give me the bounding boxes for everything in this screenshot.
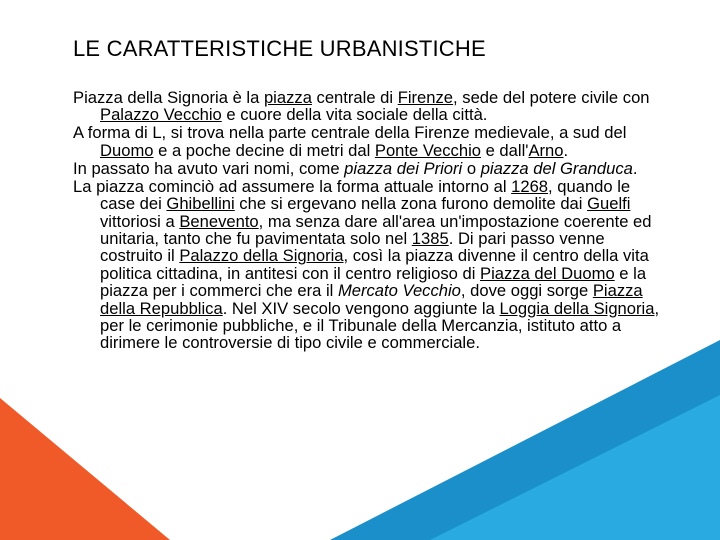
paragraph-intro <box>73 89 663 124</box>
text-run: , dove oggi sorge <box>460 281 593 301</box>
inline-link[interactable]: Palazzo Vecchio <box>100 105 222 125</box>
text-run: . <box>632 158 638 178</box>
text-run: e dall' <box>480 140 529 160</box>
inline-link[interactable]: Benevento <box>179 211 259 231</box>
text-run: e cuore della vita sociale della città. <box>221 105 488 125</box>
text-run: , per le cerimonie pubbliche, e il Tribunale della Mercanzia, istituto atto a dirimere le controversie di tipo civile e commerciale. <box>100 298 660 353</box>
text-run: e la piazza per i commerci che era il <box>100 263 647 301</box>
inline-link[interactable]: Loggia della Signoria <box>499 298 655 318</box>
red-corner-shape <box>0 398 170 540</box>
italic-text: Mercato Vecchio <box>337 281 461 301</box>
italic-text: piazza del Granduca <box>480 158 633 178</box>
inline-link[interactable]: Ponte Vecchio <box>374 140 481 160</box>
inline-link[interactable]: Guelfi <box>587 194 631 214</box>
inline-link[interactable]: Piazza del Duomo <box>480 263 615 283</box>
inline-link[interactable]: Firenze <box>397 88 454 107</box>
text-run: A forma di L, si trova nella parte centrale della Firenze medievale, a sud del <box>73 123 627 143</box>
inline-link[interactable]: 1385 <box>411 229 449 249</box>
text-run: Piazza della Signoria è la <box>73 88 264 107</box>
paragraph-names <box>73 160 663 177</box>
text-run: . Nel XIV secolo vengono aggiunte la <box>222 298 500 318</box>
text-run: , così la piazza divenne il centro della vita politica cittadina, in antitesi con il centro religioso di <box>100 246 649 283</box>
inline-link[interactable]: Palazzo della Signoria <box>179 246 344 266</box>
inline-link[interactable]: Arno <box>528 140 564 160</box>
text-run: , sede del potere civile con <box>453 88 650 107</box>
inline-link[interactable]: Ghibellini <box>166 194 235 214</box>
inline-link[interactable]: Piazza della Repubblica <box>100 281 643 318</box>
slide-title: LE CARATTERISTICHE URBANISTICHE <box>73 36 486 61</box>
text-run: che si ergevano nella zona furono demolite dai <box>234 194 588 214</box>
italic-text: piazza dei Priori <box>344 158 463 178</box>
body-text <box>73 89 663 352</box>
text-run: . Di pari passo venne costruito il <box>100 229 605 266</box>
text-run: centrale di <box>311 88 398 107</box>
paragraph-location <box>73 124 663 159</box>
text-run: In passato ha avuto vari nomi, come <box>73 158 345 178</box>
inline-link[interactable]: Duomo <box>100 140 154 160</box>
inline-link[interactable]: 1268 <box>511 176 549 196</box>
text-run: , quando le case dei <box>100 176 631 214</box>
paragraph-history <box>73 178 663 352</box>
text-run: . <box>563 140 569 160</box>
text-run: , ma senza dare all'area un'impostazione coerente ed unitaria, tanto che fu pavimentata solo nel <box>100 211 652 249</box>
inline-link[interactable]: piazza <box>263 88 312 107</box>
text-run: e a poche decine di metri dal <box>153 140 375 160</box>
text-run: o <box>462 158 481 178</box>
text-run: La piazza cominciò ad assumere la forma attuale intorno al <box>73 176 512 196</box>
text-run: vittoriosi a <box>100 211 180 231</box>
